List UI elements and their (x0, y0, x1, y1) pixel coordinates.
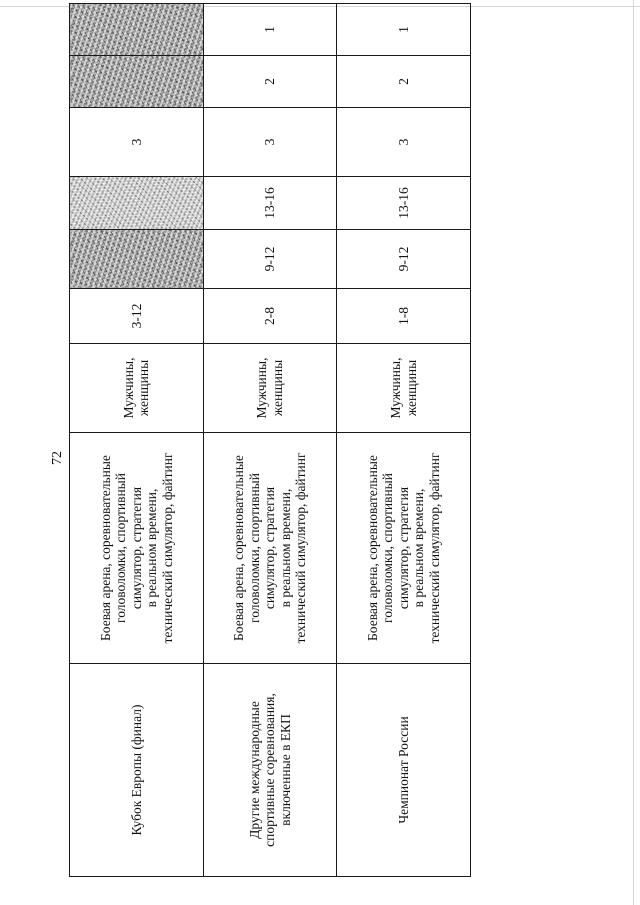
age-range-cell: 3-12 (70, 289, 204, 344)
page-edge (633, 0, 640, 905)
disciplines-cell: Боевая арена, соревновательные головоломки, спортивный симулятор, стратегия в реальном времени, технический симулятор, файтинг (337, 433, 471, 664)
value-cell: 2 (203, 56, 337, 108)
gender-cell: Мужчины, женщины (203, 344, 337, 433)
table-row (337, 4, 471, 877)
competition-name: Чемпионат России (337, 664, 471, 877)
age-range-cell: 13-16 (203, 177, 337, 230)
value-cell: 1 (203, 4, 337, 56)
age-range-cell: 9-12 (337, 230, 471, 289)
gender-cell: Мужчины, женщины (337, 344, 471, 433)
value-cell: 3 (337, 108, 471, 177)
disciplines-cell: Боевая арена, соревновательные головоломки, спортивный симулятор, стратегия в реальном времени, технический симулятор, файтинг (70, 433, 204, 664)
value-cell: 2 (337, 56, 471, 108)
age-range-cell: 2-8 (203, 289, 337, 344)
shaded-cell (70, 56, 204, 108)
competitions-table (69, 26, 471, 877)
disciplines-cell: Боевая арена, соревновательные головоломки, спортивный симулятор, стратегия в реальном времени, технический симулятор, файтинг (203, 433, 337, 664)
shaded-cell (70, 4, 204, 56)
shaded-cell (70, 177, 204, 230)
page-number: 72 (50, 451, 65, 465)
competition-name: Другие международные спортивные соревнования, включенные в ЕКП (203, 664, 337, 877)
table (69, 3, 471, 877)
gender-cell: Мужчины, женщины (70, 344, 204, 433)
table-row (70, 4, 204, 877)
competition-name: Кубок Европы (финал) (70, 664, 204, 877)
age-range-cell: 1-8 (337, 289, 471, 344)
table-row (203, 4, 337, 877)
age-range-cell: 13-16 (337, 177, 471, 230)
age-range-cell: 9-12 (203, 230, 337, 289)
shaded-cell (70, 230, 204, 289)
value-cell: 1 (337, 4, 471, 56)
value-cell: 3 (70, 108, 204, 177)
value-cell: 3 (203, 108, 337, 177)
